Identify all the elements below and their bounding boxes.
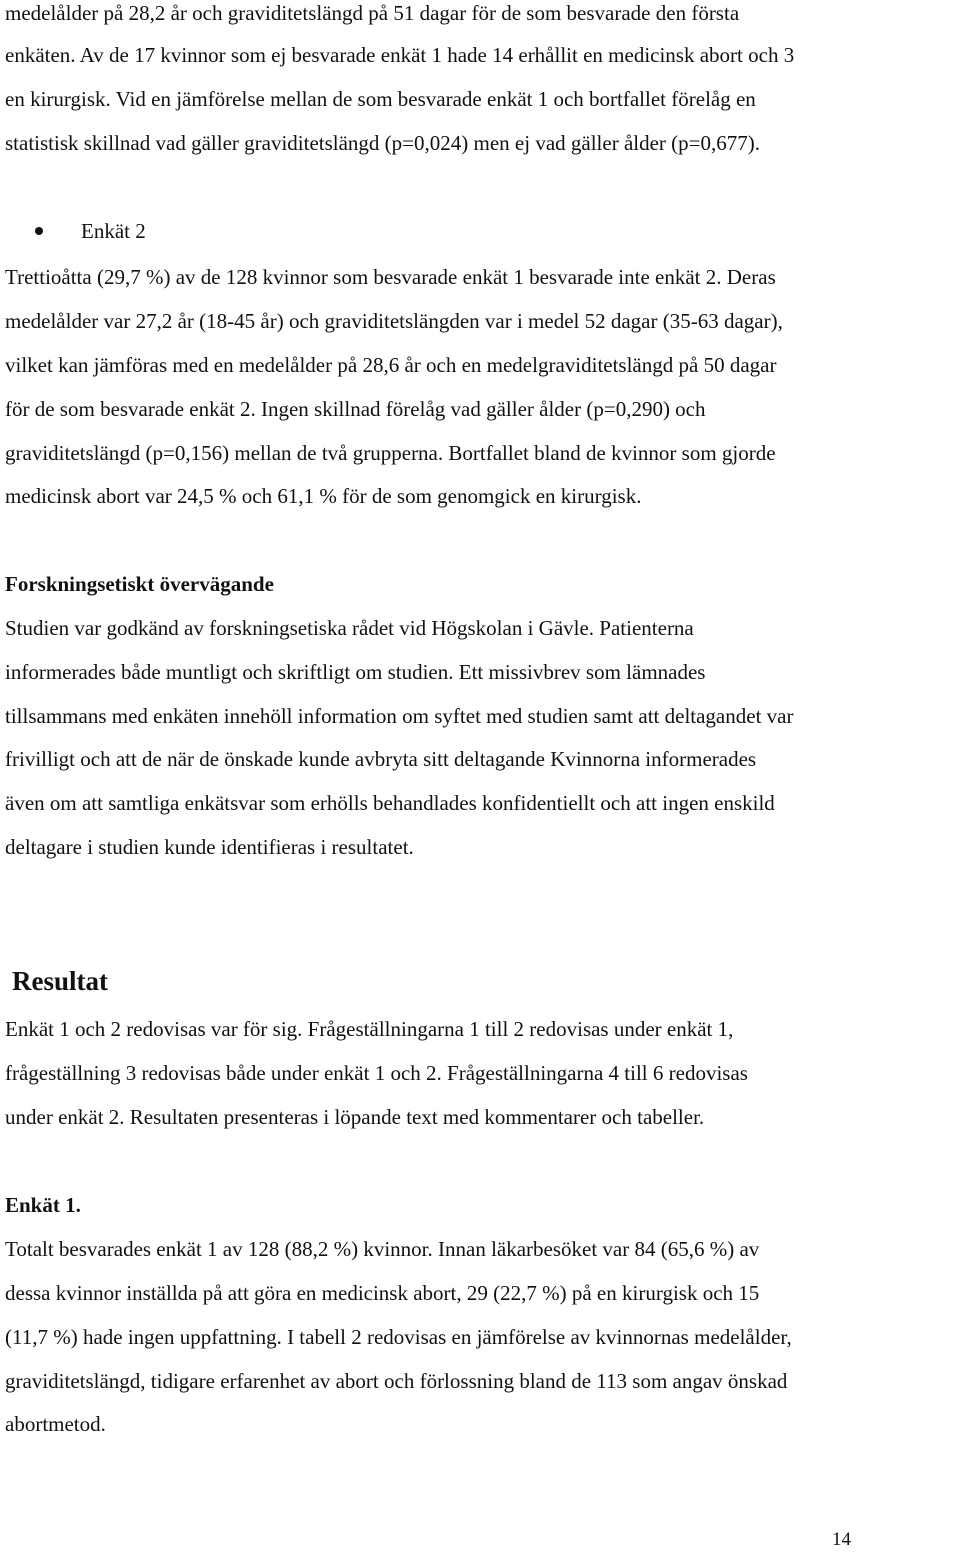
text-line: graviditetslängd (p=0,156) mellan de två grupperna. Bortfallet bland de kvinnor som gjorde — [5, 441, 776, 465]
text-line: medicinsk abort var 24,5 % och 61,1 % för de som genomgick en kirurgisk. — [5, 484, 642, 508]
text-line: abortmetod. — [5, 1412, 106, 1436]
text-line: medelålder var 27,2 år (18-45 år) och graviditetslängden var i medel 52 dagar (35-63 dagar), — [5, 309, 783, 333]
bullet-label: Enkät 2 — [81, 219, 146, 243]
section-heading-results: Resultat — [12, 966, 108, 996]
text-line: Totalt besvarades enkät 1 av 128 (88,2 %) kvinnor. Innan läkarbesöket var 84 (65,6 %) av — [5, 1237, 760, 1261]
bullet-icon — [35, 227, 43, 235]
text-line: deltagare i studien kunde identifieras i resultatet. — [5, 835, 414, 859]
text-line: tillsammans med enkäten innehöll information om syftet med studien samt att deltagandet var — [5, 704, 794, 728]
text-line: Studien var godkänd av forskningsetiska rådet vid Högskolan i Gävle. Patienterna — [5, 616, 694, 640]
text-line: statistisk skillnad vad gäller graviditetslängd (p=0,024) men ej vad gäller ålder (p=0,677). — [5, 131, 760, 155]
text-line: medelålder på 28,2 år och graviditetslängd på 51 dagar för de som besvarade den första — [5, 1, 740, 25]
text-line: frivilligt och att de när de önskade kunde avbryta sitt deltagande Kvinnorna informerades — [5, 747, 757, 771]
subsection-heading-survey-1: Enkät 1. — [5, 1193, 81, 1217]
text-line: Trettioåtta (29,7 %) av de 128 kvinnor som besvarade enkät 1 besvarade inte enkät 2. Deras — [5, 265, 776, 289]
section-heading-ethics: Forskningsetiskt övervägande — [5, 572, 274, 596]
text-line: även om att samtliga enkätsvar som erhölls behandlades konfidentiellt och att ingen enskild — [5, 791, 775, 815]
text-line: graviditetslängd, tidigare erfarenhet av abort och förlossning bland de 113 som angav önskad — [5, 1369, 788, 1393]
text-line: vilket kan jämföras med en medelålder på 28,6 år och en medelgraviditetslängd på 50 dagar — [5, 353, 777, 377]
bullet-item — [35, 218, 146, 244]
text-line: under enkät 2. Resultaten presenteras i löpande text med kommentarer och tabeller. — [5, 1105, 705, 1129]
text-line: dessa kvinnor inställda på att göra en medicinsk abort, 29 (22,7 %) på en kirurgisk och 15 — [5, 1281, 760, 1305]
text-line: en kirurgisk. Vid en jämförelse mellan de som besvarade enkät 1 och bortfallet förelåg en — [5, 87, 756, 111]
text-line: Enkät 1 och 2 redovisas var för sig. Frågeställningarna 1 till 2 redovisas under enkät 1, — [5, 1017, 734, 1041]
text-line: frågeställning 3 redovisas både under enkät 1 och 2. Frågeställningarna 4 till 6 redovisas — [5, 1061, 748, 1085]
text-line: för de som besvarade enkät 2. Ingen skillnad förelåg vad gäller ålder (p=0,290) och — [5, 397, 706, 421]
text-line: informerades både muntligt och skriftligt om studien. Ett missivbrev som lämnades — [5, 660, 706, 684]
page-number: 14 — [832, 1529, 851, 1550]
text-line: enkäten. Av de 17 kvinnor som ej besvarade enkät 1 hade 14 erhållit en medicinsk abort och 3 — [5, 43, 795, 67]
text-line: (11,7 %) hade ingen uppfattning. I tabell 2 redovisas en jämförelse av kvinnornas medelålder, — [5, 1325, 792, 1349]
